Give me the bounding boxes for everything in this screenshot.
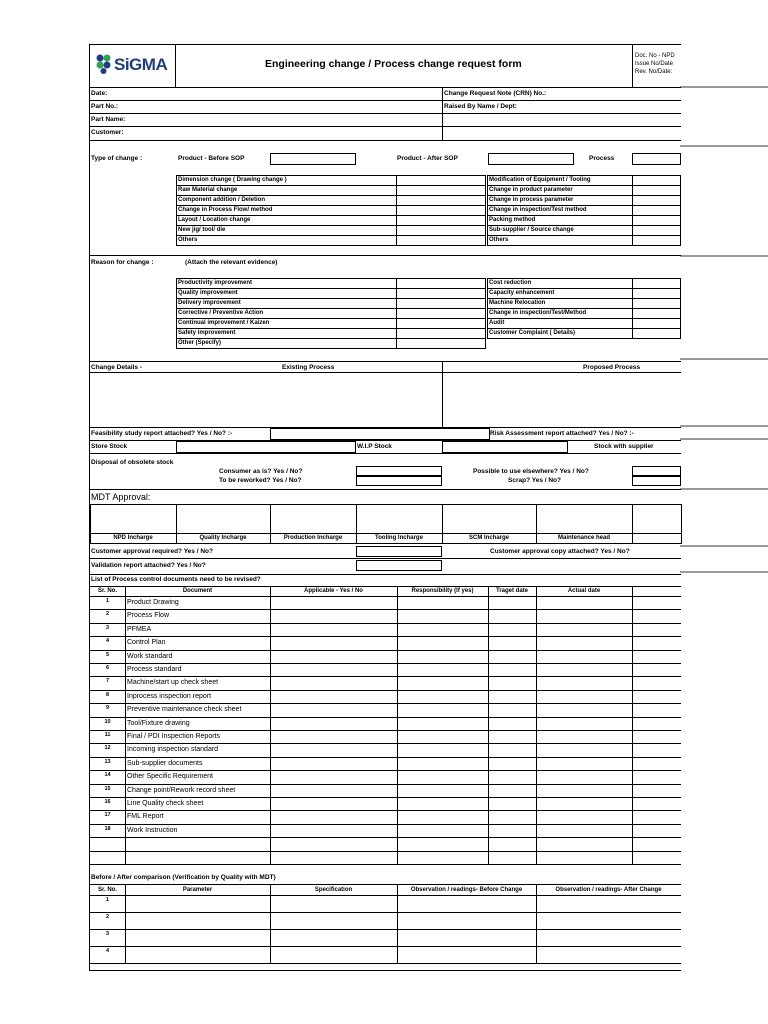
after-sop-field[interactable] xyxy=(488,153,574,165)
reason-note: (Attach the relevant evidence) xyxy=(185,259,278,266)
docs-row-line xyxy=(90,810,681,811)
docs-row-line xyxy=(90,837,681,838)
type-label: Type of change : xyxy=(91,155,143,162)
side-rule xyxy=(680,438,768,440)
docs-row-line xyxy=(90,770,681,771)
type-option-label: Sub-supplier / Source change xyxy=(489,227,574,233)
mdt-role: SCM Incharge xyxy=(468,535,509,541)
side-rule xyxy=(680,255,768,257)
type-option-label: Component addition / Deletion xyxy=(178,197,265,203)
mdt-divider xyxy=(90,533,681,534)
change-details-label: Change Details - xyxy=(91,364,142,371)
compare-row-line xyxy=(90,929,681,930)
disposal-label: Disposal of obsolete stock xyxy=(91,459,174,466)
docs-sr: 12 xyxy=(104,745,111,752)
docs-document: Other Specific Requirement xyxy=(127,773,213,781)
rev-no: Rev. No/Date: xyxy=(635,69,673,75)
wip-stock-field[interactable] xyxy=(442,441,568,453)
docs-header: Actual date xyxy=(567,588,601,594)
docs-document: Change point/Rework record sheet xyxy=(127,786,236,794)
docs-row-line xyxy=(90,676,681,677)
store-stock-label: Store Stock xyxy=(91,443,128,450)
process-field[interactable] xyxy=(632,153,681,165)
cust-req-label: Customer approval required? Yes / No? xyxy=(91,548,213,555)
validation-label: Validation report attached? Yes / No? xyxy=(91,562,206,569)
docs-row-line xyxy=(90,703,681,704)
docs-sr: 11 xyxy=(104,732,111,738)
reason-option-label: Other (Specify) xyxy=(178,340,222,346)
logo-text: SiGMA xyxy=(114,55,168,74)
docs-sr: 6 xyxy=(105,665,110,671)
docs-sr: 5 xyxy=(105,651,110,658)
side-rule xyxy=(680,145,768,147)
docs-document: PFMEA xyxy=(127,625,152,633)
docs-row-line xyxy=(90,650,681,651)
docs-row-line xyxy=(90,586,681,587)
reason-option-label: Productivity improvement xyxy=(178,280,253,286)
compare-col-line xyxy=(125,884,126,963)
docs-row-line xyxy=(90,690,681,691)
docs-document: Incoming inspection standard xyxy=(127,746,219,754)
type-option-row xyxy=(487,235,633,246)
docs-sr: 4 xyxy=(105,638,110,645)
compare-header: Observation / readings- After Change xyxy=(555,887,662,893)
docs-document: Inprocess inspection report xyxy=(127,692,212,700)
side-rule xyxy=(680,545,768,547)
part-no-label: Part No.: xyxy=(91,103,119,110)
reason-option-label: Audit xyxy=(489,320,505,326)
docs-sr: 15 xyxy=(104,785,111,792)
docs-document: Machine/start up check sheet xyxy=(127,679,219,687)
type-option-label: Change in process parameter xyxy=(489,197,574,203)
docs-row-line xyxy=(90,663,681,664)
docs-row-line xyxy=(90,730,681,731)
docs-sr: 9 xyxy=(105,705,110,712)
cust-req-field[interactable] xyxy=(356,546,442,557)
reason-option-label: Capacity enhancement xyxy=(489,290,555,296)
docs-document: Final / PDI Inspection Reports xyxy=(127,733,220,740)
docs-label: List of Process control documents need to be revised? xyxy=(91,576,261,583)
compare-sr: 3 xyxy=(105,931,110,937)
risk-label: Risk Assessment report attached? Yes / No? :- xyxy=(490,430,634,437)
docs-row-line xyxy=(90,623,681,624)
compare-col-line xyxy=(536,884,537,963)
mdt-role: Production Incharge xyxy=(283,535,343,541)
compare-row-line xyxy=(90,884,681,885)
form-title: Engineering change / Process change request form xyxy=(265,58,522,70)
reason-option-label: Continual improvement / Kaizen xyxy=(178,320,270,326)
compare-label: Before / After comparison (Verification by Quality with MDT) xyxy=(91,874,276,881)
reason-option-checkbox[interactable] xyxy=(396,338,486,349)
type-option-checkbox[interactable] xyxy=(632,235,681,246)
docs-document: Process Flow xyxy=(127,612,170,620)
after-sop-label: Product - After SOP xyxy=(397,155,458,162)
docs-row-line xyxy=(90,717,681,718)
consumer-label: Consumer as is? Yes / No? xyxy=(219,468,303,475)
elsewhere-field[interactable] xyxy=(632,466,681,476)
compare-col-line xyxy=(270,884,271,963)
type-option-label: Packing method xyxy=(489,217,536,223)
docs-document: Process standard xyxy=(127,666,182,673)
company-logo xyxy=(95,51,173,77)
docs-row-line xyxy=(90,797,681,798)
docs-document: Tool/Fixture drawing xyxy=(127,719,190,727)
compare-col-line xyxy=(397,884,398,963)
type-option-label: New jig/ tool/ die xyxy=(178,227,226,233)
docs-row-line xyxy=(90,851,681,852)
type-option-checkbox[interactable] xyxy=(396,235,486,246)
type-option-label: Others xyxy=(489,237,509,243)
signature-box[interactable] xyxy=(632,504,682,544)
docs-col-line xyxy=(536,586,537,864)
validation-field[interactable] xyxy=(356,560,442,571)
feasibility-label: Feasibility study report attached? Yes / No? :- xyxy=(91,430,233,437)
compare-header: Observation / readings- Before Change xyxy=(410,887,523,893)
side-rule xyxy=(680,488,768,490)
compare-row-line xyxy=(90,912,681,913)
docs-row-line xyxy=(90,636,681,637)
docs-sr: 17 xyxy=(104,812,111,819)
consumer-field[interactable] xyxy=(356,466,442,476)
docs-sr: 13 xyxy=(104,758,111,765)
wip-stock-label: W.I.P Stock xyxy=(357,443,392,450)
docs-row-line xyxy=(90,596,681,597)
type-option-label: Modification of Equipment / Tooling xyxy=(489,177,591,183)
reason-option-label: Change in inspection/Test/Method xyxy=(489,310,587,316)
type-option-row xyxy=(176,235,397,246)
docs-document: Product Drawing xyxy=(127,599,179,606)
type-option-label: Change in Process Flow/ method xyxy=(178,207,273,213)
proposed-process-label: Proposed Process xyxy=(583,364,641,371)
reason-label: Reason for change : xyxy=(91,259,154,266)
form-sheet xyxy=(89,44,681,971)
existing-process-label: Existing Process xyxy=(282,364,335,371)
docs-sr: 18 xyxy=(104,825,111,832)
reason-option-label: Delivery improvement xyxy=(178,300,241,306)
docs-col-line xyxy=(270,586,271,864)
rework-label: To be reworked? Yes / No? xyxy=(219,477,302,484)
side-rule xyxy=(680,425,768,427)
side-rule xyxy=(680,571,768,573)
mdt-role: NPD Incharge xyxy=(113,535,153,541)
docs-document: Line Quality check sheet xyxy=(127,800,204,807)
store-stock-field[interactable] xyxy=(176,441,356,453)
type-option-label: Layout / Location change xyxy=(178,217,251,223)
feasibility-field[interactable] xyxy=(270,428,490,440)
compare-header: Specification xyxy=(314,887,353,893)
type-option-label: Change in inspection/Test method xyxy=(489,207,587,213)
docs-col-line xyxy=(632,586,633,864)
docs-document: Control Plan xyxy=(127,639,166,647)
scrap-label: Scrap? Yes / No? xyxy=(508,477,561,484)
docs-header: Applicable - Yes / No xyxy=(304,588,363,594)
docs-sr: 8 xyxy=(105,691,110,698)
docs-header: Document xyxy=(182,588,213,594)
side-rule xyxy=(680,86,768,88)
docs-row-line xyxy=(90,609,681,610)
scrap-field[interactable] xyxy=(632,476,681,486)
type-option-label: Change in product parameter xyxy=(489,187,573,193)
docs-row-line xyxy=(90,743,681,744)
type-option-label: Dimension change ( Drawing change ) xyxy=(178,177,287,183)
compare-sr: 2 xyxy=(105,914,110,920)
type-option-label: Raw Material change xyxy=(178,187,238,193)
docs-col-line xyxy=(488,586,489,864)
reason-option-label: Corrective / Preventive Action xyxy=(178,310,264,316)
issue-no: Issue No/Date xyxy=(635,61,674,67)
date-label: Date: xyxy=(91,90,108,97)
compare-header: Sr. No. xyxy=(97,887,117,893)
docs-header: Responsibility (If yes) xyxy=(411,588,474,594)
mdt-role: Quality Incharge xyxy=(199,535,247,541)
docs-sr: 10 xyxy=(104,718,111,725)
reason-option-label: Machine Relocation xyxy=(489,300,546,306)
docs-header: Traget date xyxy=(495,588,528,594)
docs-sr: 3 xyxy=(105,624,110,631)
compare-row-line xyxy=(90,963,681,964)
docs-sr: 1 xyxy=(105,598,110,604)
reason-option-label: Customer Complaint ( Details) xyxy=(489,330,576,336)
elsewhere-label: Possible to use elsewhere? Yes / No? xyxy=(473,468,589,475)
docs-header: Sr. No. xyxy=(97,588,117,594)
mdt-role: Tooling Incharge xyxy=(375,535,423,541)
docs-sr: 16 xyxy=(104,799,111,805)
reason-option-label: Cost reduction xyxy=(489,280,532,286)
docs-document: Sub-supplier documents xyxy=(127,759,203,767)
before-sop-field[interactable] xyxy=(270,153,356,165)
docs-col-line xyxy=(397,586,398,864)
compare-sr: 4 xyxy=(105,948,110,954)
docs-col-line xyxy=(125,586,126,864)
crn-label: Change Request Note (CRN) No.: xyxy=(444,90,547,97)
before-sop-label: Product - Before SOP xyxy=(178,155,245,162)
reason-option-label: Quality improvement xyxy=(178,290,238,296)
customer-label: Customer: xyxy=(91,129,124,136)
compare-sr: 1 xyxy=(105,897,110,903)
part-name-label: Part Name: xyxy=(91,116,126,123)
docs-document: Work Instruction xyxy=(127,826,178,834)
docs-document: Work standard xyxy=(127,652,173,660)
docs-sr: 7 xyxy=(105,678,110,685)
mdt-label: MDT Approval: xyxy=(91,492,151,502)
side-rule xyxy=(680,358,768,360)
doc-no: Doc. No - NPD xyxy=(635,53,675,59)
docs-row-line xyxy=(90,757,681,758)
rework-field[interactable] xyxy=(356,476,442,486)
docs-document: FML Report xyxy=(127,813,164,821)
reason-option-checkbox[interactable] xyxy=(632,328,681,339)
cust-copy-label: Customer approval copy attached? Yes / No? xyxy=(490,548,630,555)
docs-row-line xyxy=(90,784,681,785)
docs-row-line xyxy=(90,824,681,825)
docs-sr: 2 xyxy=(105,611,110,618)
raised-by-label: Raised By Name / Dept: xyxy=(444,103,517,110)
compare-row-line xyxy=(90,895,681,896)
process-label: Process xyxy=(589,155,615,162)
compare-row-line xyxy=(90,946,681,947)
reason-option-label: Safety improvement xyxy=(178,330,236,336)
docs-row-line xyxy=(90,864,681,865)
mdt-role: Maintenance head xyxy=(557,535,610,541)
docs-document: Preventive maintenance check sheet xyxy=(127,706,242,714)
compare-header: Parameter xyxy=(182,887,213,893)
docs-sr: 14 xyxy=(104,772,111,779)
supplier-stock-label: Stock with supplier xyxy=(594,443,654,450)
type-option-label: Others xyxy=(178,237,198,243)
